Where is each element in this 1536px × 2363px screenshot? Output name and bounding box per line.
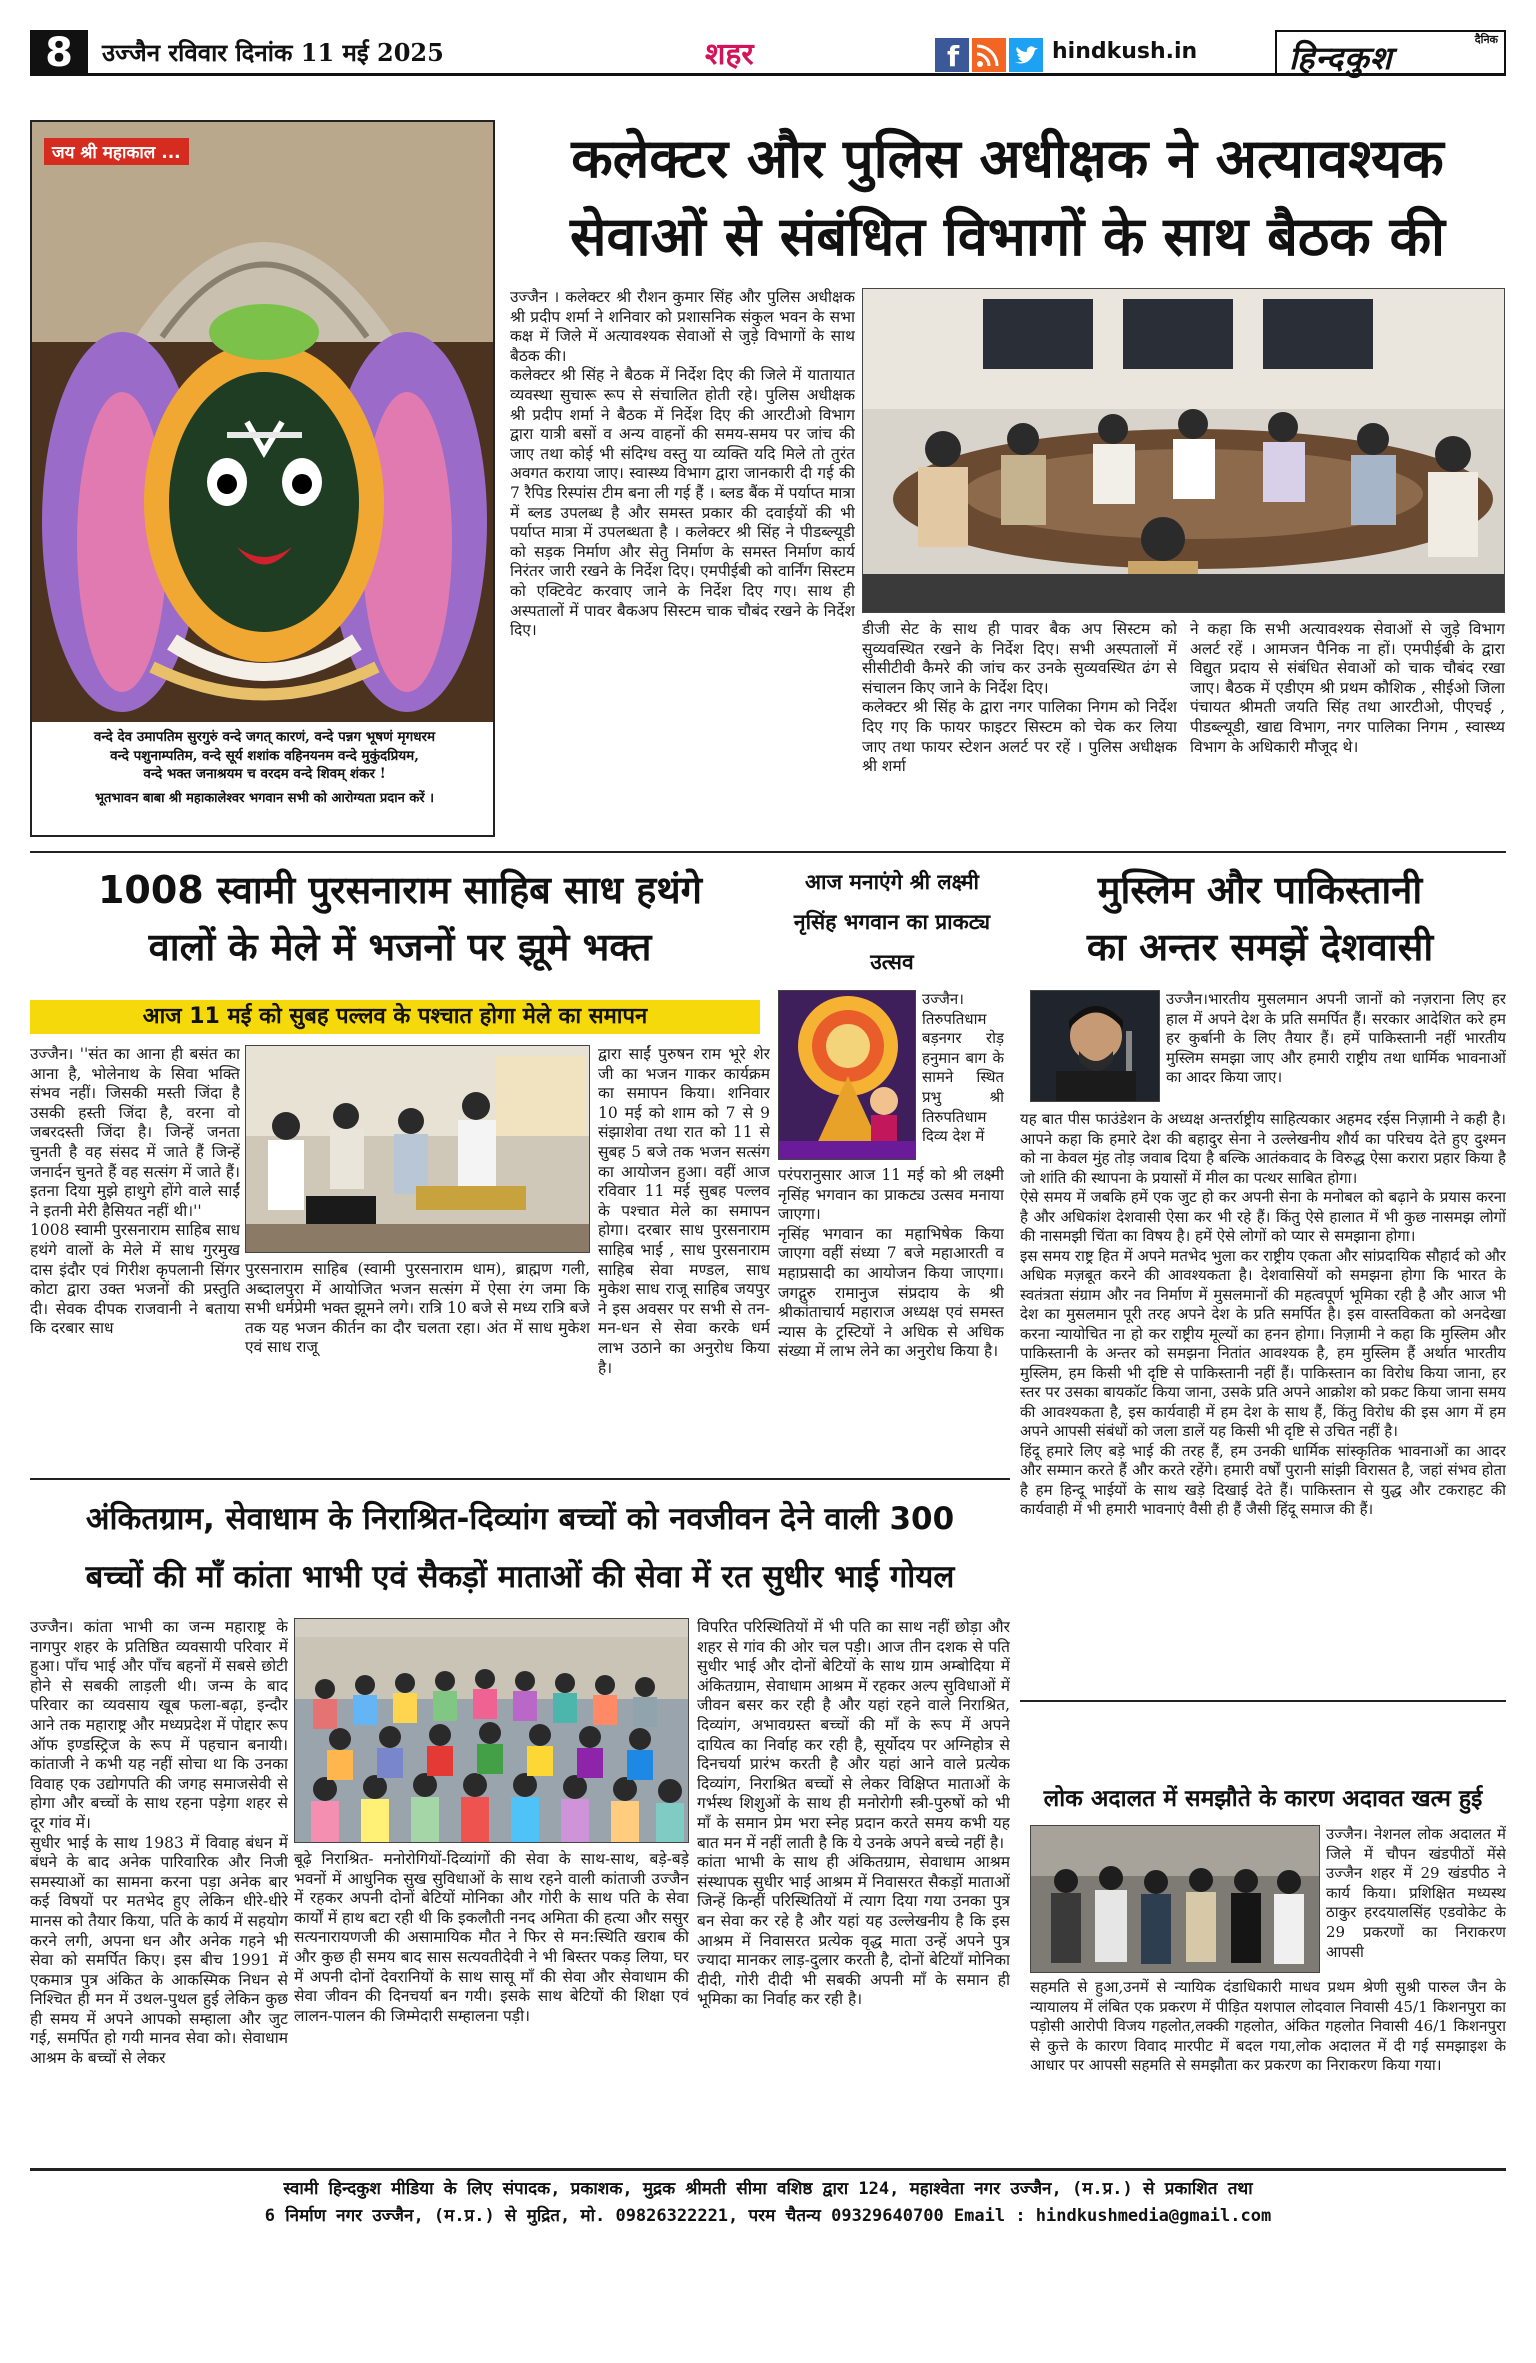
collector-headline-line: सेवाओं से संबंधित विभागों के साथ बैठक की	[569, 205, 1446, 268]
muslim-side	[1166, 990, 1506, 1105]
mela-col-3	[598, 1045, 770, 1465]
svg-text:f: f	[947, 40, 960, 72]
collector-col-1	[510, 288, 855, 838]
muslim-headline-line: मुस्लिम और पाकिस्तानी	[1097, 868, 1423, 912]
facebook-icon[interactable]	[935, 38, 969, 72]
section-label: शहर	[705, 37, 754, 72]
article-text: ने कहा कि सभी अत्यावश्यक सेवाओं से जुड़े विभाग अलर्ट रहें । आमजन पैनिक ना हों। एमपीईबी के द्वारा विद्युत प्रदाय से संबंधित सेवाओं को चाक चौबंद रखा जाए। बैठक में एडीएम श्री प्रथम कौशिक , सीईओ जिला पंचायत श्रीमती जयति सिंह तथा आरटीओ, पीएचई , पीडब्ल्यूडी, खाद्य विभाग, नगर पालिका निगम , स्वास्थ्य विभाग के अधिकारी मौजूद थे।	[1190, 620, 1505, 756]
ankit-col-2	[294, 1850, 689, 2160]
rss-icon[interactable]	[972, 38, 1006, 72]
nrisingh-body	[778, 1166, 1004, 1466]
mahakal-caption	[32, 722, 495, 837]
mela-headline-line: वालों के मेले में भजनों पर झूमे भक्त	[148, 925, 652, 969]
lok-headline: लोक अदालत में समझौते के कारण अदावत खत्म हुई	[1043, 1786, 1483, 1812]
article-text: उज्जैन। कांता भाभी का जन्म महाराष्ट्र के नागपुर शहर के प्रतिष्ठित व्यवसायी परिवार में हुआ। पाँच भाई और पाँच बहनों में सबसे छोटी होने से सबकी लाड़ली थी। जन्म के बाद परिवार का व्यवसाय खूब फला-बढ़ा, इन्दौर आने तक महाराष्ट्र और मध्यप्रदेश में पोद्दार रूप ऑफ इण्डस्ट्रिज के रूप में पहचान बनायी। कांताजी ने कभी यह नहीं सोचा था कि उनका विवाह एक उद्योगपति की जगह समाजसेवी से होगा और बच्चों के साथ रहना पड़ेगा शहर से दूर गांव में। सुधीर भाई के साथ 1983 में विवाह बंधन में बंधने के बाद अनेक पारिवारिक और निजी समस्याओं का सामना करना पड़ा अनेक बार कई विषयों पर मतभेद हुए लेकिन धीरे-धीरे मानस को तैयार किया, पति के कार्य में सहयोग करने लगी, अपना धन और अनेक गहने भी सेवा को समर्पित किए। इस बीच 1991 में एकमात्र पुत्र अंकित के आकस्मिक निधन से निश्चित ही मन में उथल-पुथल हुई लेकिन कुछ ही समय में अपने आपको सम्हाला और जुट गई, समर्पित हो गयी मानव सेवा को। सेवाधाम आश्रम के बच्चों से लेकर	[30, 1618, 288, 2068]
website-link[interactable]: hindkush.in	[1052, 39, 1198, 64]
ankit-col-3	[697, 1618, 1010, 2158]
article-text: उज्जैन। तिरुपतिधाम बड़नगर रोड़ हनुमान बाग के सामने स्थित प्रभु श्री तिरुपतिधाम दिव्य देश में	[922, 990, 1004, 1146]
collector-col-2	[862, 620, 1177, 840]
divider	[30, 851, 1506, 853]
ankit-headline-line: बच्चों की माँ कांता भाभी एवं सैकड़ों माताओं की सेवा में रत सुधीर भाई गोयल	[85, 1559, 955, 1595]
article-text: द्वारा साईं पुरुषन राम भूरे शेर जी का भजन गाकर कार्यक्रम का समापन किया। शनिवार 10 मई को शाम को 7 से 9 संझाशेवा तथा रात को 11 से सुबह 5 बजे तक भजन सत्संग का आयोजन हुआ। वहीं आज रविवार 11 मई सुबह पल्लव के पश्चात मेले का समापन होगा। दरबार साध पुरसनाराम साहिब भाई , साध पुरसनाराम साहिब सेवा मण्डल, साध मुकेश साध राजू साहिब जयपुर ने इस अवसर पर सभी से तन-मन-धन से सेवा करके धर्म लाभ उठाने का अनुरोध किया है।	[598, 1045, 770, 1377]
brand-name: हिन्दकुश	[1289, 39, 1393, 77]
article-text: यह बात पीस फाउंडेशन के अध्यक्ष अन्तर्राष्ट्रीय साहित्यकार अहमद रईस निज़ामी ने कही है। आपने कहा कि हमारे देश की बहादुर सेना ने उल्लेखनीय शौर्य का परिचय देते हुए दुश्मन को ना केवल मुंह तोड़ जवाब दिया है बल्कि आतंकवाद के विरुद्ध ऐसा करारा प्रहार किया है जो शांति की स्थापना के प्रयासों में मील का पत्थर साबित होगा। ऐसे समय में जबकि हमें एक जुट हो कर अपनी सेना के मनोबल को बढ़ाने के प्रयास करना है और अधिकांश देशवासी ऐसा कर भी रहे हैं। किंतु ऐसे हालात में भी कुछ नासमझ लोगों की नासमझी चिंता का विषय है। हमें ऐसे लोगों को प्यार से समझाना होगा। इस समय राष्ट्र हित में अपने मतभेद भुला कर राष्ट्रीय एकता और सांप्रदायिक सौहार्द को और अधिक मज़बूत करने की आवश्यकता है। देशवासियों को समझना होगा कि भारत के स्वतंत्रता संग्राम और नव निर्माण में मुसलमानों की महत्वपूर्ण भूमिका रही है और आज भी देश का मुसलमान पूरी तरह अपने देश के प्रति समर्पित है। इस वास्तविकता को अनदेखा करना न्यायोचित ना हो कर राष्ट्रीय मूल्यों का हनन होगा। निज़ामी ने कहा कि मुस्लिम और पाकिस्तानी के अन्तर को समझना नितांत आवश्यक है, हम मुस्लिम हैं अर्थात भारतीय मुस्लिम, हम किसी भी दृष्टि से पाकिस्तानी नहीं हैं। पाकिस्तान का विरोध किया जाना, हर स्तर पर उसका बायकॉट किया जाना, उसके प्रति अपने आक्रोश को प्रकट किया जाना समय की आवश्यकता है, इस कार्यवाही में हम देश के साथ हैं, किंतु विरोध की इस आग में हम अपने आपसी संबंधों को जला डालें यह किसी भी दृष्टि से उचित नहीं है। हिंदू हमारे लिए बड़े भाई की तरह हैं, हम उनकी धार्मिक सांस्कृतिक भावनाओं का आदर और सम्मान करते हैं और करते रहेंगे। हमारी वर्षों पुरानी सांझी विरासत है, जहां संभव होता है हम हिन्दू भाईयों के साथ खड़े दिखाई देते हैं। पाकिस्तान से युद्ध और टकराहट की कार्यवाही में भी हमारी भावनाएं वैसी ही हैं जैसी हिंदू समाज की हैं।	[1020, 1110, 1506, 1518]
imprint-line: 6 निर्माण नगर उज्जैन, (म.प्र.) से मुद्रित, मो. 09826322221, परम चैतन्य 09329640700 Email : hindkushmedia@gmail.com	[264, 2206, 1272, 2226]
article-text: उज्जैन। नेशनल लोक अदालत में जिले में चौपन खंडपीठों मेंसे उज्जैन शहर में 29 खंडपीठ ने कार्य किया। प्रशिक्षित मध्यस्थ ठाकुर हरदयालसिंह एडवोकेट के 29 प्रकरणों का निराकरण आपसी	[1326, 1825, 1506, 1961]
article-text: उज्जैन । कलेक्टर श्री रौशन कुमार सिंह और पुलिस अधीक्षक श्री प्रदीप शर्मा ने शनिवार को प्रशासनिक संकुल भवन के सभा कक्ष में जिले में अत्यावश्यक सेवाओं से जुड़े विभागों के साथ बैठक की। कलेक्टर श्री सिंह ने बैठक में निर्देश दिए की जिले में यातायात व्यवस्था सुचारू रूप से संचालित होती रहे। पुलिस अधीक्षक श्री प्रदीप शर्मा ने बैठक में निर्देश दिए की आरटीओ विभाग द्वारा यात्री बसों व अन्य वाहनों की समय-समय पर जांच की जाए तथा कोई भी संदिग्ध वस्तु या व्यक्ति यदि मिले तो तुरंत अवगत कराया जाए। स्वास्थ्य विभाग द्वारा जानकारी दी गई की 7 रैपिड रिस्पांस टीम बना ली गई हैं । ब्लड बैंक में पर्याप्त मात्रा में ब्लड उपलब्ध है और समस्त प्रकार की दवाईयों की भी पर्याप्त मात्रा में उपलब्धता है । कलेक्टर श्री सिंह ने पीडब्ल्यूडी को सड़क निर्माण और सेतु निर्माण के समस्त निर्माण कार्य निरंतर जारी रखने के निर्देश दिए। एमपीईबी को वार्निंग सिस्टम को एक्टिवेट करवाए जाने के निर्देश दिए गए। साथ ही अस्पतालों में पावर बैकअप सिस्टम चाक चौबंद रखने के निर्देश दिए।	[510, 288, 855, 640]
footer-rule	[30, 2168, 1506, 2171]
lok-adalat-photo	[1030, 1825, 1320, 1973]
social-icons	[935, 38, 1045, 72]
muslim-headline	[1015, 862, 1505, 987]
article-text: परंपरानुसार आज 11 मई को श्री लक्ष्मी नृसिंह भगवान का प्राकट्य उत्सव मनाया जाएगा। नृसिंह भगवान का महाभिषेक किया जाएगा वहीं संध्या 7 बजे महाआरती व महाप्रसादी का आयोजन किया जाएगा। जगद्गुरु रामानुज संप्रदाय के श्री श्रीकांताचार्य महाराज अध्यक्ष एवं समस्त न्यास के ट्रस्टियों ने अधिक से अधिक संख्या में लाभ लेने का अनुरोध किया है।	[778, 1166, 1004, 1361]
mahakal-photo	[32, 122, 495, 722]
ankitgram-group-photo	[294, 1618, 689, 1843]
article-text: सहमति से हुआ,उनमें से न्यायिक दंडाधिकारी माधव प्रथम श्रेणी सुश्री पारुल जैन के न्यायालय में लंबित एक प्रकरण में पीड़ित यशपाल लोदवाल निवासी 45/1 किशनपुरा का पड़ोसी आरोपी विजय गहलोत,लक्की गहलोत, अंकित गहलोत निवासी 46/1 किशनपुरा से कुत्ते के कारण विवाद मारपीट में बदल गया,लोक अदालत में दी गई समझाइश के आधार पर आपसी सहमति से समझौता कर प्रकरण का निराकरण किया गया।	[1030, 1978, 1506, 2075]
mela-banner: आज 11 मई को सुबह पल्लव के पश्चात होगा मेले का समापन	[30, 1000, 760, 1034]
imprint-footer	[30, 2176, 1506, 2236]
mahakal-box	[30, 120, 495, 837]
twitter-icon[interactable]	[1009, 38, 1043, 72]
collector-headline-line: कलेक्टर और पुलिस अधीक्षक ने अत्यावश्यक	[571, 127, 1444, 190]
nrisingh-headline: आज मनाएंगे श्री लक्ष्मी नृसिंह भगवान का प्राकट्य उत्सव	[793, 870, 991, 974]
article-text: बूढ़े निराश्रित- मनोरोगियों-दिव्यांगों की सेवा के साथ-साथ, बड़े-बड़े भवनों में आधुनिक सुख सुविधाओं के साथ रहने वाली कांताजी उज्जैन में रहकर अपनी दोनों बेटियों मोनिका और गोरी के साथ पति के सेवा कार्यों में हाथ बटा रही थी कि इकलौती ननद अमिता की हत्या और ससुर सत्यनारायणजी की असामायिक मौत ने फिर से मन:स्थिति खराब की और कुछ ही समय बाद सास सत्यवतीदेवी ने भी बिस्तर पकड़ लिया, घर में अपनी दोनों देवरानियों के साथ सासू माँ की सेवा और सेवाधाम की सेवा जीवन की दिनचर्या बन गयी। इसके साथ बेटियों की शिक्षा एवं लालन-पालन की जिम्मेदारी सम्हालना पड़ी।	[294, 1850, 689, 2025]
brand-small: दैनिक	[1474, 33, 1498, 46]
mela-headline	[30, 862, 770, 984]
article-text: पुरसनाराम साहिब (स्वामी पुरसनाराम धाम), ब्राह्मण गली, अब्दालपुरा में आयोजित भजन सत्संग में ऐसा रंग जमा कि सभी धर्मप्रेमी भक्त झूमने लगे। रात्रि 10 बजे से मध्य रात्रि बजे तक यह भजन कीर्तन का दौर चलता रहा। अंत में साध मुकेश एवं साध राजू	[245, 1260, 590, 1357]
article-text: विपरित परिस्थितियों में भी पति का साथ नहीं छोड़ा और शहर से गांव की ओर चल पड़ी। आज तीन दशक से पति सुधीर भाई और दोनों बेटियों के साथ ग्राम अम्बोदिया में अंकितग्राम, सेवाधाम आश्रम में रहकर अल्प सुविधाओं में जीवन बसर कर रही है और यहां रहने वाले निराश्रित, दिव्यांग, अभावग्रस्त बच्चों की माँ के रूप में अपने दायित्व का निर्वाह कर रही है, सूर्योदय पर अग्निहोत्र से दिनचर्या प्रारंभ करती है और यहां आने वाले प्रत्येक दिव्यांग, निराश्रित बच्चों से लेकर विक्षिप्त माताओं के गर्भस्थ शिशुओं के साथ ही मनोरोगी स्त्री-पुरुषों को भी माँ के समान प्रेम भरा स्नेह प्रदान करते समय कभी यह बात मन में नहीं लाती है कि ये उनके अपने बच्चे नहीं है। कांता भाभी के साथ ही अंकितग्राम, सेवाधाम आश्रम संस्थापक सुधीर भाई आश्रम में निवासरत सैकड़ों माताओं जिन्हें किन्हीं परिस्थितियों में त्याग दिया गया उनका पुत्र बन सेवा कर रहे है और यहां यह उल्लेखनीय है कि इस आश्रम में निवासरत प्रत्येक वृद्ध माता उन्हें अपने पुत्र ज्यादा मानकर लाड़-दुलार करती है, दोनों बेटियाँ मोनिका दीदी, गोरी दीदी भी सबकी अपनी माँ के समान ही भूमिका का निर्वाह कर रही है।	[697, 1618, 1010, 2009]
mahakal-caption-line: वन्दे पशुनाम्पतिम, वन्दे सूर्य शशांक वहिनयनम वन्दे मुकुंदप्रियम,	[110, 747, 419, 764]
page-number: 8	[30, 30, 88, 76]
mela-headline-line: 1008 स्वामी पुरसनाराम साहिब साध हथंगे	[97, 868, 703, 912]
mela-col-1	[30, 1045, 240, 1465]
mahakal-caption-line: भूतभावन बाबा श्री महाकालेश्वर भगवान सभी को आरोग्यता प्रदान करें ।	[94, 790, 435, 806]
nrisingh-side	[922, 990, 1004, 1160]
muslim-headline-line: का अन्तर समझें देशवासी	[1086, 925, 1434, 969]
divider	[30, 1478, 1010, 1480]
article-text: उज्जैन।भारतीय मुसलमान अपनी जानों को नज़राना लिए हर हाल में अपने देश के प्रति समर्पित हैं। सरकार आदेशित करे हम हर कुर्बानी के लिए तैयार हैं। हमें पाकिस्तानी नहीं भारतीय मुस्लिम समझा जाए और हमारी राष्ट्रीय तथा धार्मिक भावनाओं का आदर किया जाए।	[1166, 990, 1506, 1087]
imprint-line: स्वामी हिन्दकुश मीडिया के लिए संपादक, प्रकाशक, मुद्रक श्रीमती सीमा वशिष्ठ द्वारा 124, महाश्वेता नगर उज्जैन, (म.प्र.) से प्रकाशित तथा	[283, 2179, 1253, 2199]
bhajan-photo	[245, 1045, 590, 1253]
collector-col-3	[1190, 620, 1505, 840]
article-text: उज्जैन। ''संत का आना ही बसंत का आना है, भोलेनाथ के सिवा भक्ति संभव नहीं। जिसकी मस्ती जिंदा है उसकी हस्ती जिंदा है, वरना वो जबरदस्ती जिंदा है। जिन्हें जनता चुनती है वह संसद में जाते हैं जिन्हें जनार्दन चुनते हैं वह सत्संग में जाते हैं। इतना दिया मुझे हाथुगे होंगे वाले साईं ने इतनी मेरी हैसियत नहीं थी।'' 1008 स्वामी पुरसनाराम साहिब साध हथंगे वालों के मेले में साध गुरमुख दास इंदौर एवं गिरीश कृपलानी सिंगर कोटा द्वारा उक्त भजनों की प्रस्तुति दी। सेवक दीपक राजवानी ने बताया कि दरबार साध	[30, 1045, 240, 1338]
nrisingh-photo	[778, 990, 916, 1160]
ankit-headline	[30, 1490, 1010, 1610]
dateline: उज्जैन रविवार दिनांक 11 मई 2025	[102, 38, 444, 67]
collector-headline	[510, 120, 1505, 280]
mahakal-caption-line: वन्दे देव उमापतिम सुरगुरुं वन्दे जगत् कारणं, वन्दे पन्नग भूषणं मृगधरम	[93, 729, 436, 745]
mela-col-2	[245, 1260, 590, 1465]
muslim-body	[1020, 1110, 1506, 1690]
divider	[1020, 1700, 1506, 1702]
masthead	[30, 30, 1506, 76]
nizami-photo	[1030, 990, 1160, 1102]
mahakal-tag: जय श्री महाकाल ...	[44, 138, 189, 165]
meeting-photo	[862, 288, 1505, 613]
article-text: डीजी सेट के साथ ही पावर बैक अप सिस्टम को सुव्यवस्थित रखने के निर्देश दिए। सभी अस्पतालों में सीसीटीवी कैमरे की जांच कर उनके सुव्यवस्थित ढंग से संचालन किए जाने के निर्देश दिए। कलेक्टर श्री सिंह के द्वारा नगर पालिका निगम को निर्देश दिए गए कि फायर फाइटर सिस्टम को चेक कर लिया जाए तथा फायर स्टेशन अलर्ट पर रहें । पुलिस अधीक्षक श्री शर्मा	[862, 620, 1177, 776]
ankit-col-1	[30, 1618, 288, 2158]
mahakal-caption-line: वन्दे भक्त जनाश्रयम च वरदम वन्दे शिवम् शंकर !	[143, 766, 386, 782]
brand-logo	[1275, 30, 1506, 76]
ankit-headline-line: अंकितग्राम, सेवाधाम के निराश्रित-दिव्यांग बच्चों को नवजीवन देने वाली 300	[85, 1501, 955, 1537]
lok-side	[1326, 1825, 1506, 1975]
lok-body	[1030, 1978, 1506, 2138]
